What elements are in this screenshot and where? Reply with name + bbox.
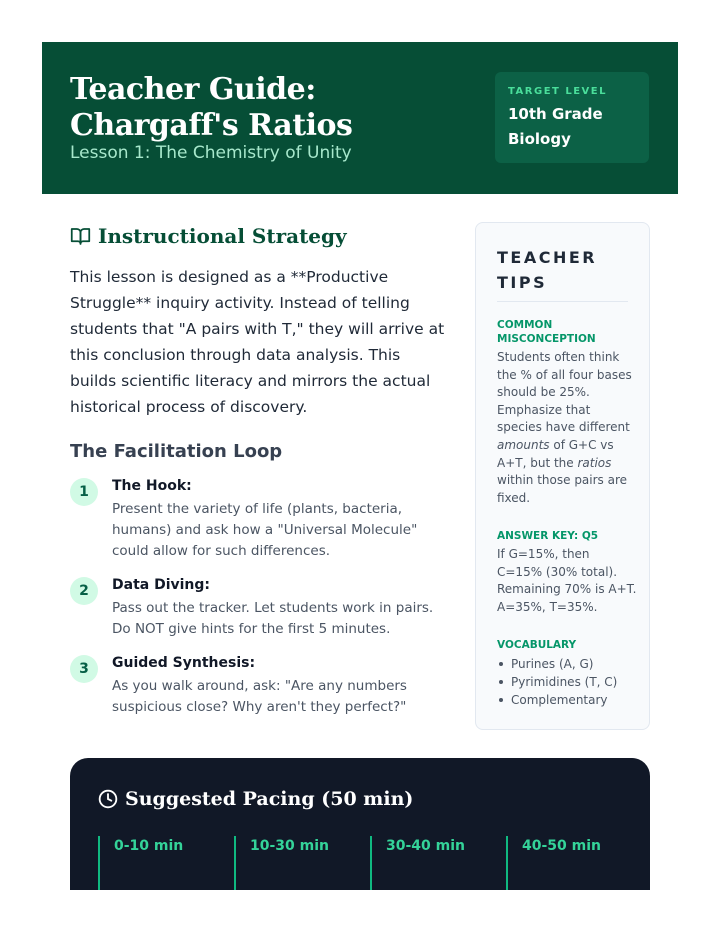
pacing-segment (506, 836, 601, 890)
strategy-heading-text: Instructional Strategy (98, 224, 347, 248)
vocabulary-item: Purines (A, G) (497, 655, 617, 673)
step-body: Pass out the tracker. Let students work in pairs. Do NOT give hints for the first 5 minutes. (112, 600, 434, 637)
step-title: Data Diving: (112, 577, 211, 593)
vocabulary-label: VOCABULARY (497, 639, 577, 651)
step-body: Present the variety of life (plants, bacteria, humans) and ask how a "Universal Molecule" could allow for such differences. (112, 501, 418, 559)
page-title: Teacher Guide: Chargaff's Ratios (70, 72, 353, 143)
pacing-panel (70, 758, 650, 890)
target-level-label: TARGET LEVEL (508, 86, 607, 97)
answer-key-text: If G=15%, then C=15% (30% total). Remaining 70% is A+T. A=35%, T=35%. (497, 547, 637, 614)
pacing-heading-text: Suggested Pacing (50 min) (125, 788, 414, 810)
pacing-segment (370, 836, 465, 890)
lesson-subtitle: Lesson 1: The Chemistry of Unity (70, 143, 352, 163)
pacing-heading (98, 788, 413, 810)
tips-divider (497, 301, 628, 302)
vocabulary-list (497, 655, 617, 709)
vocabulary-item: Complementary (497, 691, 617, 709)
strategy-intro: This lesson is designed as a **Productive Struggle** inquiry activity. Instead of telling students that "A pairs with T," they will arrive at this conclusion through data analysis. This builds scientific literacy and mirrors the actual historical process of discovery. (70, 268, 445, 416)
pacing-segment (234, 836, 329, 890)
answer-key-label: ANSWER KEY: Q5 (497, 530, 599, 542)
vocabulary-item: Pyrimidines (T, C) (497, 673, 617, 691)
misconception-label: COMMON MISCONCEPTION (497, 319, 596, 345)
step-number-badge: 3 (70, 655, 98, 683)
target-level-card (495, 72, 649, 163)
guide-header (42, 42, 678, 194)
step-title: The Hook: (112, 478, 192, 494)
step-number-badge: 1 (70, 478, 98, 506)
tips-title: TEACHER TIPS (497, 248, 598, 292)
pacing-time: 0-10 min (114, 838, 184, 854)
misconception-text: Students often think the % of all four bases should be 25%. Emphasize that species have different amounts of G+C vs A+T, but the ratios within those pairs are fixed. (497, 350, 632, 505)
book-open-icon (70, 227, 91, 245)
target-level-value: 10th Grade Biology (508, 105, 603, 148)
strategy-heading (70, 224, 347, 248)
pacing-time: 10-30 min (250, 838, 330, 854)
pacing-time: 30-40 min (386, 838, 466, 854)
facilitation-heading: The Facilitation Loop (70, 441, 283, 462)
step-number-badge: 2 (70, 577, 98, 605)
step-title: Guided Synthesis: (112, 655, 256, 671)
pacing-segment (98, 836, 183, 890)
clock-icon (98, 789, 118, 809)
pacing-time: 40-50 min (522, 838, 602, 854)
step-body: As you walk around, ask: "Are any numbers suspicious close? Why aren't they perfect?" (112, 678, 407, 715)
teacher-tips-panel (475, 222, 650, 730)
